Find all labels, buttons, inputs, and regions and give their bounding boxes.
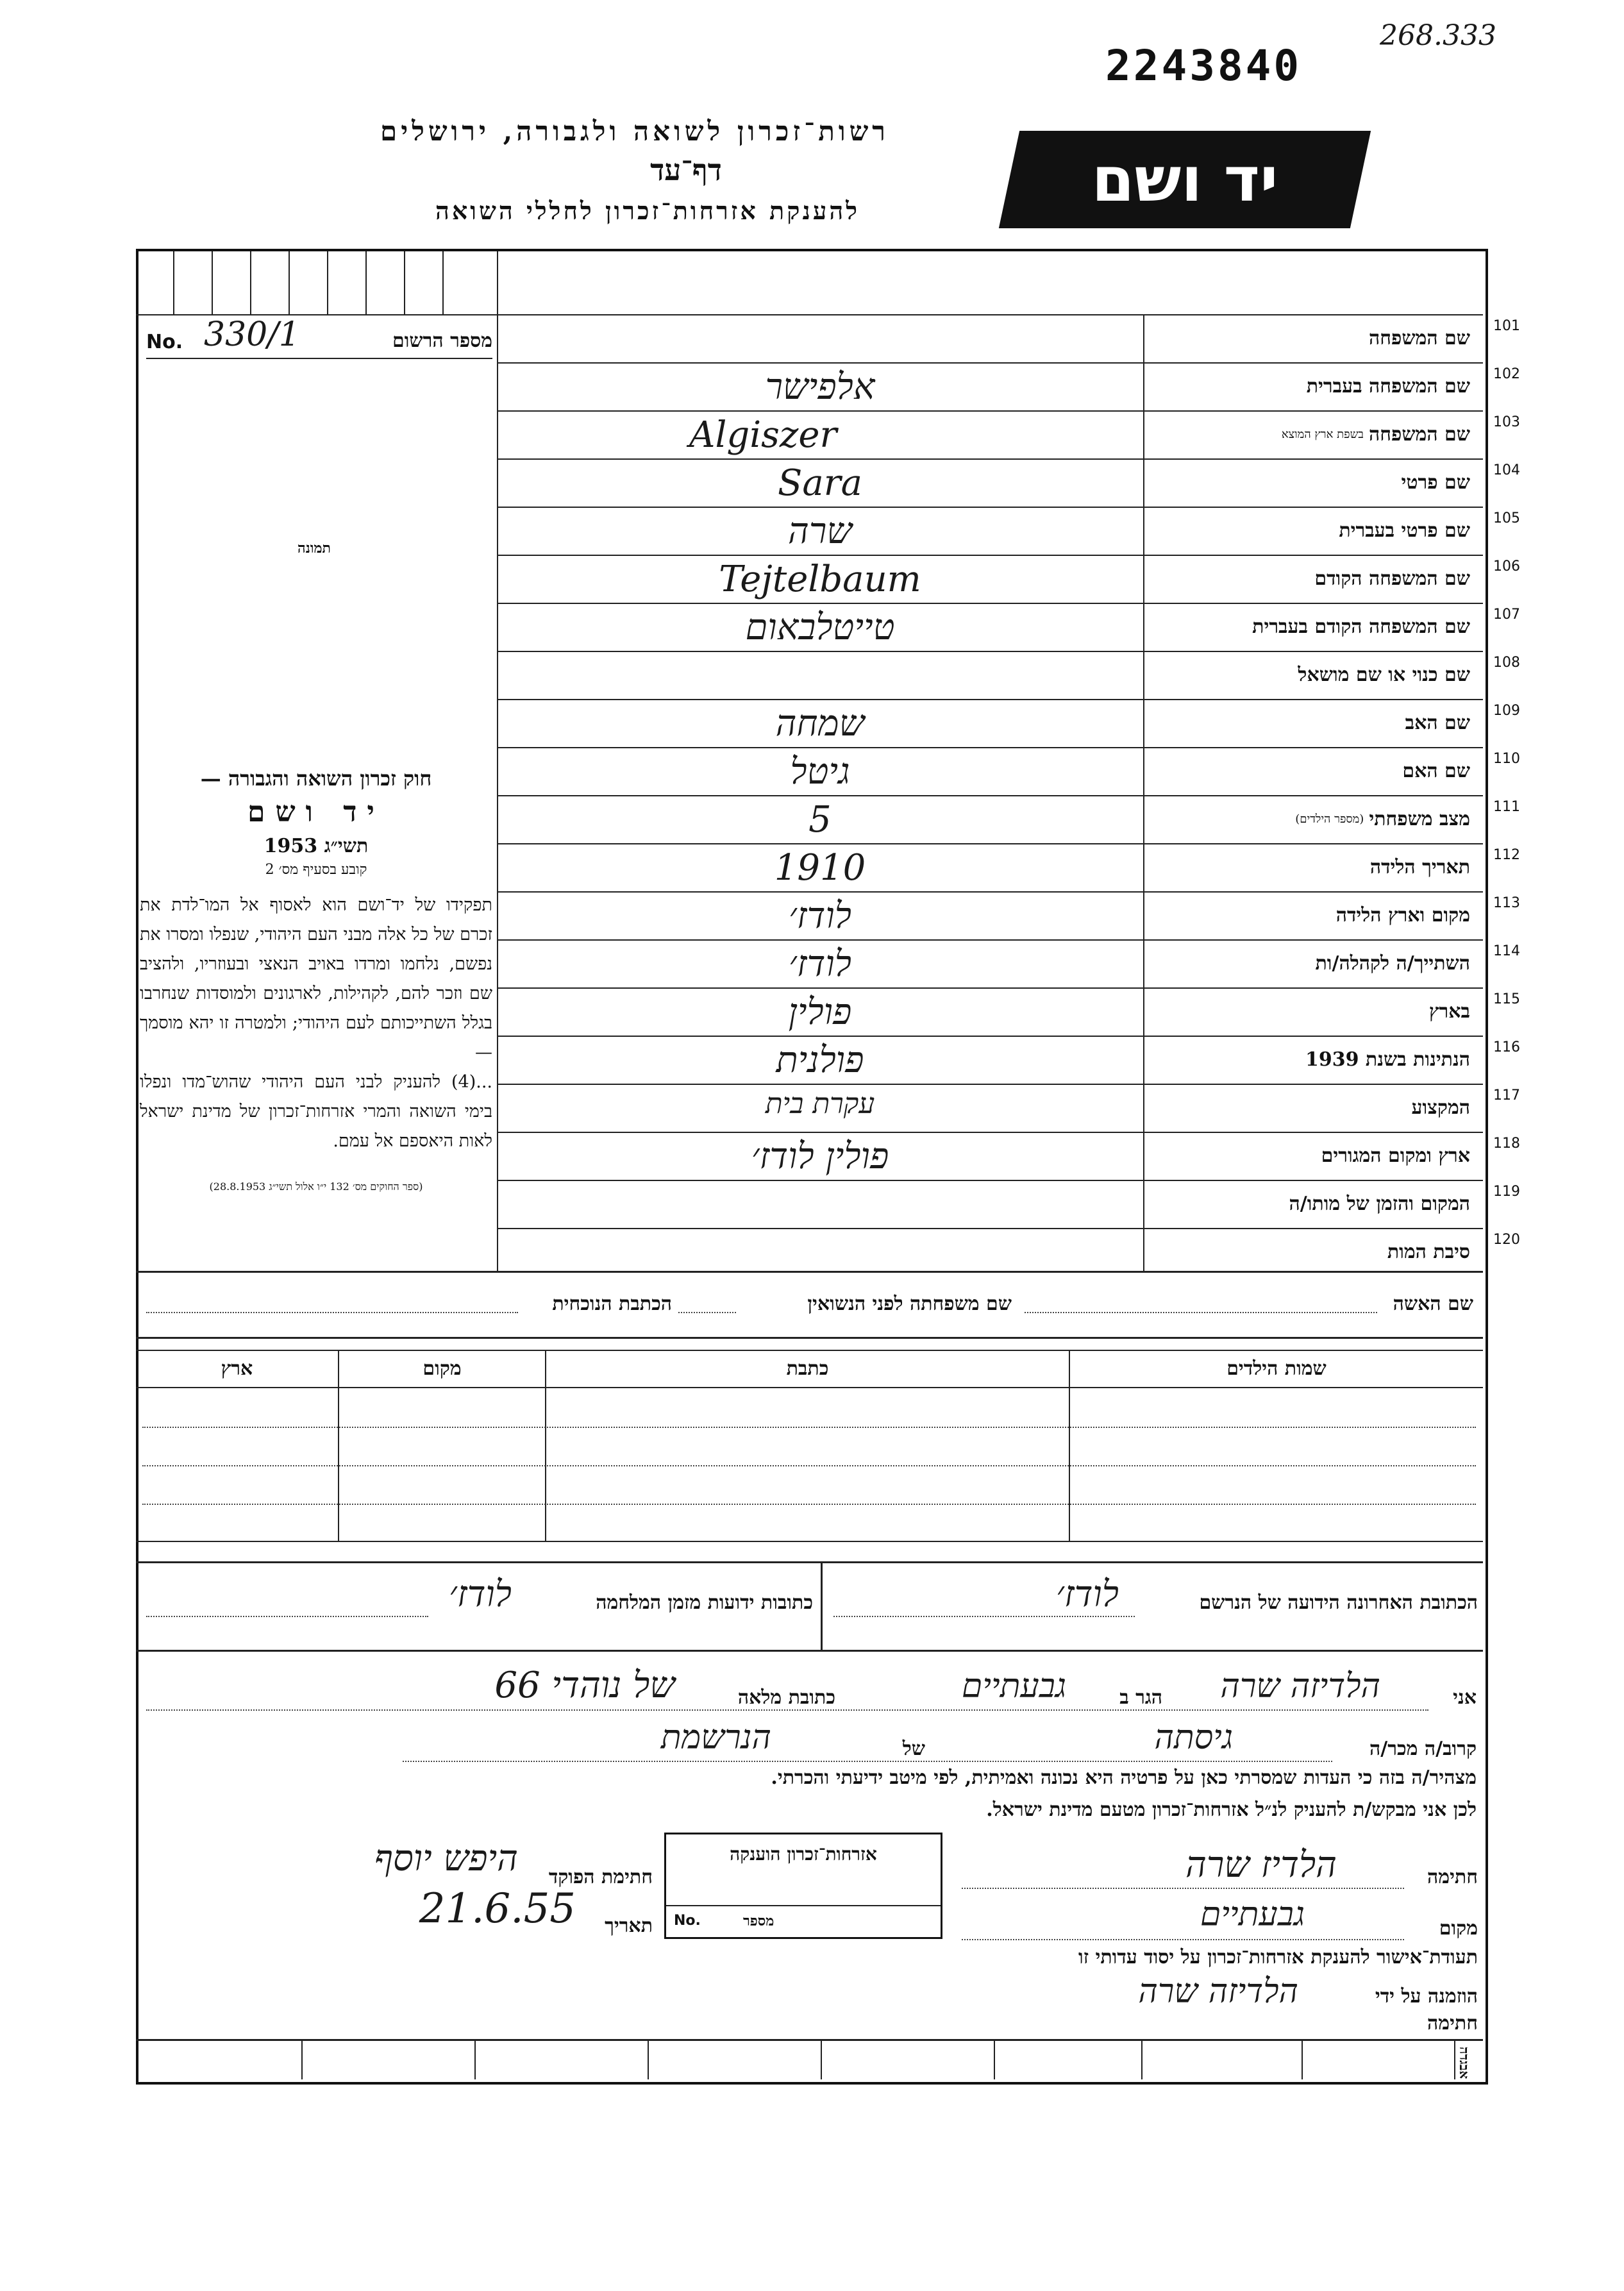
certificate-line-2	[641, 1972, 1478, 2035]
field-label: הנתינות בשנת 1939	[1305, 1048, 1470, 1071]
children-table	[136, 1350, 1483, 1542]
signature-line	[962, 1888, 1404, 1889]
maiden-name-line	[678, 1312, 736, 1313]
field-label: שם המשפחה הקודם	[1314, 567, 1470, 590]
field-value-text: שרה	[788, 510, 852, 552]
divider	[327, 251, 328, 314]
field-value-117	[497, 1084, 1143, 1133]
law-footnote: (ספר החוקים מס׳ 132 י״ו אלול תשי״ג 28.8.1953)	[209, 1180, 423, 1193]
field-number: 118	[1493, 1136, 1520, 1152]
field-number: 109	[1493, 703, 1520, 719]
stamp-number-label: מספר	[743, 1913, 774, 1929]
maiden-name-label: שם משפחתה לפני הנשואין	[807, 1293, 1012, 1315]
field-number: 115	[1493, 991, 1520, 1007]
field-label: שם המשפחה בעברית	[1306, 375, 1470, 398]
stamp-title: אזרחות־זכרון הוענקה	[730, 1843, 877, 1865]
field-label: שם המשפחה	[1368, 327, 1470, 349]
registration-number	[146, 315, 492, 359]
field-number: 110	[1493, 751, 1520, 767]
full-address-value: של נוהדי 66	[494, 1665, 675, 1706]
field-value-text: פולנית	[776, 1039, 864, 1081]
relative-value: גיסתה	[1154, 1718, 1233, 1757]
document-subtitle: להענקת אזרחות־זכרון לחללי השואה	[435, 196, 860, 225]
field-row-101	[1143, 314, 1520, 364]
document-number: 2243840	[1105, 41, 1302, 90]
corner-number: 268.333	[1380, 19, 1496, 52]
law-box	[140, 766, 492, 1193]
official-value: היפש יוסף	[374, 1838, 518, 1879]
divider	[994, 2039, 995, 2079]
field-value-103	[497, 410, 1143, 460]
field-label: שם המשפחה הקודם בעברית	[1252, 616, 1470, 638]
field-value-text: Sara	[778, 462, 862, 504]
declaration-line	[403, 1761, 1332, 1762]
date-field	[146, 1885, 653, 1943]
field-number: 116	[1493, 1039, 1520, 1055]
relative-label: קרוב/ה מכר/ה	[1369, 1738, 1477, 1760]
field-label: שם פרטי	[1401, 471, 1470, 494]
divider	[250, 251, 251, 314]
field-number: 111	[1493, 799, 1520, 815]
law-year: תשי״ג 1953	[264, 835, 369, 857]
divider	[136, 1271, 1483, 1273]
field-label: סיבת המות	[1387, 1241, 1470, 1263]
field-value-110	[497, 747, 1143, 796]
field-row-115	[1143, 987, 1520, 1037]
divider	[442, 251, 444, 314]
field-value-112	[497, 843, 1143, 893]
field-label: שם פרטי בעברית	[1339, 519, 1470, 542]
last-known-value: לודז׳	[1056, 1573, 1119, 1615]
field-note: (מספר הילדים)	[1295, 812, 1364, 826]
registration-label: מספר הרשום	[392, 330, 492, 352]
spouse-row	[146, 1286, 1473, 1325]
field-value-text: 1910	[774, 847, 866, 889]
divider	[136, 2039, 1483, 2041]
field-label: מצב משפחתי	[1369, 808, 1470, 830]
divider	[648, 2039, 649, 2079]
divider	[289, 251, 290, 314]
field-value-109	[497, 699, 1143, 748]
living-label: הגר ב	[1119, 1686, 1162, 1709]
field-row-119	[1143, 1180, 1520, 1229]
divider	[474, 2039, 476, 2079]
signature-value: הלדיז שרה	[1185, 1844, 1337, 1886]
side-code: אבגדה	[1457, 2046, 1472, 2079]
field-value-115	[497, 987, 1143, 1037]
field-label: שם כנוי או שם מושאל	[1298, 664, 1470, 686]
field-number: 113	[1493, 895, 1520, 911]
i-value: הלדיזה שרה	[1220, 1667, 1380, 1706]
field-number: 112	[1493, 847, 1520, 863]
field-number: 108	[1493, 655, 1520, 671]
divider	[136, 1561, 1483, 1563]
photo-placeholder: תמונה	[297, 540, 331, 557]
field-value-text: לודז׳	[789, 895, 851, 937]
wife-line	[1025, 1312, 1377, 1313]
field-row-120	[1143, 1228, 1520, 1276]
certificate-signature-value: הלדיזה שרה	[1138, 1972, 1298, 2011]
field-value-116	[497, 1036, 1143, 1085]
divider	[404, 251, 405, 314]
date-label: תאריך	[605, 1915, 653, 1937]
field-value-111	[497, 795, 1143, 844]
field-value-text: לודז׳	[789, 943, 851, 985]
current-address-label: הכתבת הנוכחית	[552, 1293, 672, 1315]
field-number: 114	[1493, 943, 1520, 959]
field-value-text: 5	[808, 799, 832, 841]
field-label: מקום וארץ הלידה	[1335, 904, 1470, 927]
field-row-118	[1143, 1132, 1520, 1181]
field-row-104	[1143, 458, 1520, 508]
field-value-106	[497, 555, 1143, 604]
registration-no-label: No.	[146, 331, 183, 353]
field-number: 117	[1493, 1087, 1520, 1104]
field-label: השתייך/ה לקהלה/ות	[1315, 952, 1470, 975]
children-header-names: שמות הילדים	[1226, 1357, 1327, 1380]
field-value-text: Tejtelbaum	[719, 558, 921, 600]
law-body: תפקידו של יד־ושם הוא לאסוף אל המו־לדת את זכרם של כל אלה מבני העם היהודי, שנפלו ומסרו את נפשם, נלחמו ומרדו באויב הנאצי ובעוזריו, ולהציב שם וזכר להם, לקהילות, לארגונים ולמוסדות שנחרבו בגלל השתייכותם לעם היהודי; ולמטרה זו יהא מוסמך —	[140, 895, 492, 1062]
registration-value: 330/1	[204, 315, 300, 354]
field-value-text: Algiszer	[689, 414, 837, 456]
field-number: 101	[1493, 318, 1520, 334]
date-value: 21.6.55	[419, 1885, 576, 1933]
children-header-address: כתבת	[786, 1357, 829, 1380]
field-label: המקצוע	[1411, 1096, 1470, 1119]
field-value-text: פולין	[788, 991, 852, 1033]
field-row-113	[1143, 891, 1520, 941]
last-known-label: הכתובת האחרונה הידועה של הנרשם	[1199, 1591, 1478, 1614]
children-row-line	[142, 1427, 1476, 1428]
certificate-line-1: תעודת־אישור להענקת אזרחות־זכרון על יסוד עדותי זו	[1078, 1946, 1478, 1968]
field-row-107	[1143, 603, 1520, 652]
field-row-110	[1143, 747, 1520, 796]
law-clause: ...(4) להעניק לבני העם היהודי שהוש־מדו ונפלו בימי השואה והמרי אזרחות־זכרון של מדינת ישראל לאות היאספם אל עמם.	[140, 1072, 492, 1151]
field-value-114	[497, 939, 1143, 989]
signature-label: חתימה	[1427, 1866, 1478, 1888]
organization-line: רשות־זכרון לשואה ולגבורה, ירושלים	[380, 115, 889, 147]
place-field	[962, 1895, 1478, 1943]
place-line	[962, 1939, 1404, 1940]
field-row-111	[1143, 795, 1520, 844]
wartime-label: כתובות ידועות מזמן המלחמה	[596, 1591, 813, 1614]
last-known-line	[833, 1616, 1135, 1617]
field-label: שם האם	[1402, 760, 1470, 782]
current-address-line	[146, 1312, 518, 1313]
logo-text: יד ושם	[1091, 144, 1278, 215]
field-number: 102	[1493, 366, 1520, 382]
divider	[136, 1541, 1483, 1542]
field-number: 119	[1493, 1184, 1520, 1200]
field-row-106	[1143, 555, 1520, 604]
field-row-109	[1143, 699, 1520, 748]
field-row-102	[1143, 362, 1520, 412]
field-note: בשפת ארץ המוצא	[1281, 428, 1364, 441]
field-label: שם האב	[1405, 712, 1470, 734]
children-header-place: מקום	[423, 1357, 462, 1380]
field-value-108	[497, 651, 1143, 700]
field-label: תאריך הלידה	[1369, 856, 1470, 878]
certificate-invited-label: הוזמנה על ידי	[1375, 1985, 1478, 2008]
field-value-text: שמחה	[775, 703, 865, 744]
place-label: מקום	[1439, 1917, 1478, 1940]
field-value-text: עקרת בית	[765, 1087, 875, 1120]
field-row-108	[1143, 651, 1520, 700]
certificate-signature-label: חתימה	[1427, 2012, 1478, 2035]
declaration-line	[146, 1709, 1428, 1711]
yad-vashem-logo	[999, 131, 1371, 228]
field-label: שם המשפחה	[1368, 423, 1470, 446]
field-row-112	[1143, 843, 1520, 893]
divider	[666, 1905, 941, 1906]
divider	[821, 2039, 822, 2079]
divider	[212, 251, 213, 314]
field-value-text: אלפישר	[765, 366, 875, 408]
wartime-value: לודז׳	[449, 1573, 512, 1615]
stamp-no-label: No.	[674, 1913, 701, 1929]
living-value: גבעתיים	[961, 1667, 1066, 1706]
citizenship-stamp-box	[664, 1833, 942, 1939]
children-row-line	[142, 1504, 1476, 1505]
field-value-101	[497, 314, 1143, 364]
law-heading: חוק זכרון השואה והגבורה —	[200, 766, 432, 791]
field-value-105	[497, 507, 1143, 556]
divider	[365, 251, 367, 314]
field-value-text: טייטלבאום	[745, 607, 895, 648]
place-value: גבעתיים	[1200, 1895, 1305, 1934]
field-value-text: גיטל	[790, 751, 850, 793]
wife-label: שם האשה	[1393, 1293, 1473, 1315]
field-label: בארץ	[1428, 1000, 1470, 1023]
divider	[136, 1337, 1483, 1339]
full-address-label: כתובת מלאה	[737, 1686, 835, 1709]
last-known-address	[833, 1573, 1478, 1622]
law-name: יד ושם	[247, 796, 385, 828]
official-label: חתימת הפוקד	[548, 1866, 653, 1888]
field-value-102	[497, 362, 1143, 412]
divider	[821, 1561, 823, 1650]
field-value-119	[497, 1180, 1143, 1229]
field-value-120	[497, 1228, 1143, 1276]
divider	[1302, 2039, 1303, 2079]
field-row-116	[1143, 1036, 1520, 1085]
field-row-117	[1143, 1084, 1520, 1133]
of-label: של	[902, 1738, 925, 1760]
field-value-113	[497, 891, 1143, 941]
divider	[136, 1650, 1483, 1652]
field-number: 107	[1493, 607, 1520, 623]
wartime-line	[146, 1616, 428, 1617]
document-title: דף־עד	[650, 153, 722, 187]
field-value-text: פולין לודז׳	[751, 1136, 889, 1177]
field-row-105	[1143, 507, 1520, 556]
declaration-row-2	[146, 1718, 1477, 1763]
field-label: ארץ ומקום המגורים	[1321, 1145, 1470, 1167]
field-number: 104	[1493, 462, 1520, 478]
field-value-118	[497, 1132, 1143, 1181]
children-row-line	[142, 1465, 1476, 1466]
field-number: 105	[1493, 510, 1520, 526]
divider	[1141, 2039, 1143, 2079]
field-number: 120	[1493, 1232, 1520, 1248]
divider	[1454, 2039, 1455, 2079]
i-label: אני	[1453, 1686, 1477, 1709]
divider	[173, 251, 174, 314]
field-value-104	[497, 458, 1143, 508]
field-row-114	[1143, 939, 1520, 989]
field-row-103	[1143, 410, 1520, 460]
official-signature-field	[146, 1838, 653, 1892]
wartime-address	[146, 1573, 813, 1622]
divider	[301, 2039, 303, 2079]
declaration-statement-1: מצהיר/ה בזה כי העדות שמסרתי כאן על פרטיה היא נכונה ואמיתית, לפי מיטב ידיעתי והכרתי.	[771, 1767, 1477, 1789]
declaration-row-1	[146, 1667, 1477, 1712]
law-section: קובע בסעיף מס׳ 2	[265, 862, 367, 878]
field-number: 106	[1493, 558, 1520, 575]
field-value-107	[497, 603, 1143, 652]
field-number: 103	[1493, 414, 1520, 430]
of-value: הנרשמת	[660, 1718, 771, 1757]
field-label: המקום והזמן של מותו/ה	[1289, 1193, 1470, 1215]
declaration-statement-2: לכן אני מבקש/ת להעניק לנ״ל אזרחות־זכרון מטעם מדינת ישראל.	[986, 1799, 1477, 1821]
signature-field	[962, 1844, 1478, 1892]
children-header-country: ארץ	[221, 1357, 253, 1380]
